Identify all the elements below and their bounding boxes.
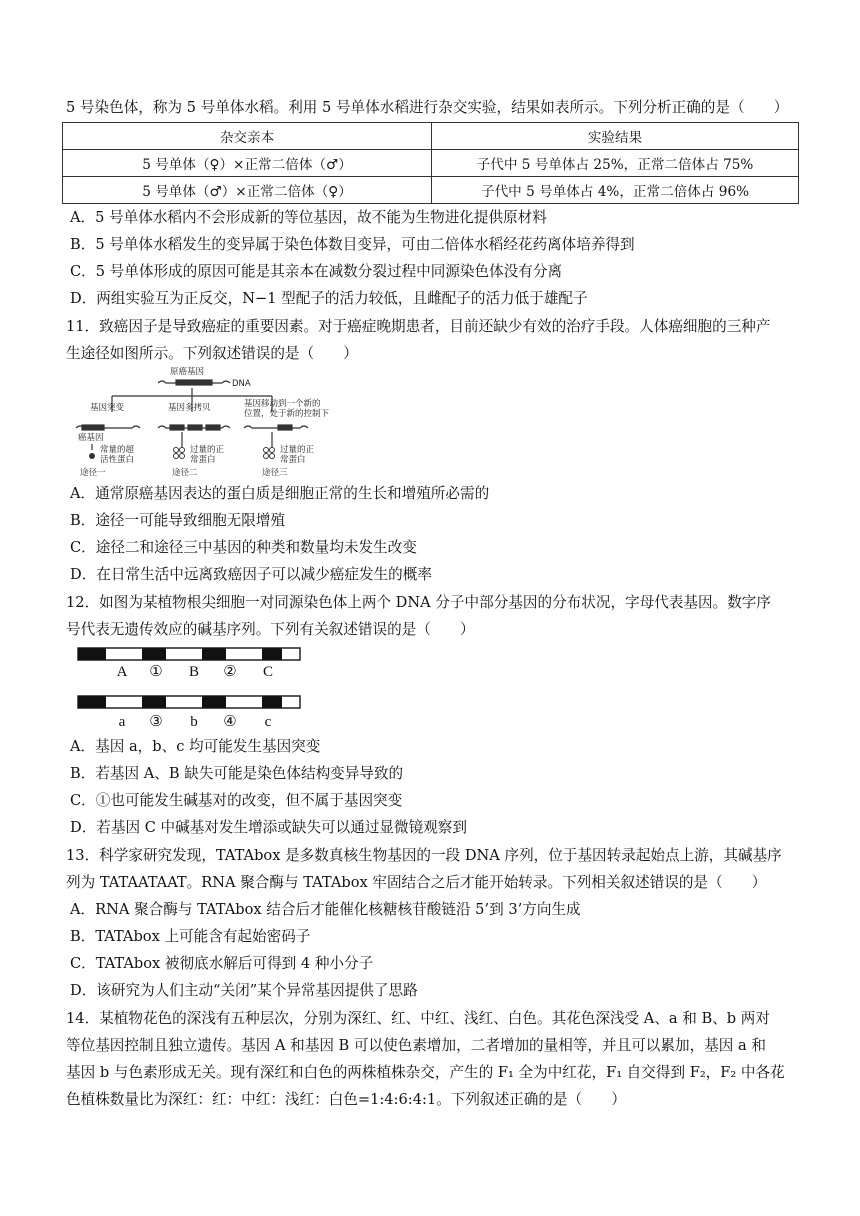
figure-label: 常蛋白 xyxy=(190,455,216,465)
q13-stem-line2: 列为 TATAATAAT。RNA 聚合酶与 TATAbox 牢固结合之后才能开始转录。下列相关叙述错误的是（ ） xyxy=(66,874,767,891)
gene-label: B xyxy=(188,664,200,680)
table-header-cell: 实验结果 xyxy=(432,123,799,150)
q10-table xyxy=(62,122,799,204)
q11-option-c: C．途径二和途径三中基因的种类和数量均未发生改变 xyxy=(70,539,417,556)
table-row xyxy=(63,177,799,204)
sequence-label: ④ xyxy=(223,714,237,730)
figure-label: 过量的正 xyxy=(190,445,225,455)
gene-label: b xyxy=(190,714,198,730)
table-header-row xyxy=(63,123,799,150)
q13-option-b: B．TATAbox 上可能含有起始密码子 xyxy=(70,928,311,945)
sequence-label: ② xyxy=(223,664,237,680)
q12-stem-line1: 12．如图为某植物根尖细胞一对同源染色体上两个 DNA 分子中部分基因的分布状况，字母代表基因。数字序 xyxy=(66,594,771,611)
figure-label: 途径一 xyxy=(80,468,106,478)
gene-label: c xyxy=(264,714,272,730)
q14-stem-line4: 色植株数量比为深红：红：中红：浅红：白色=1:4:6:4:1。下列叙述正确的是（ ） xyxy=(66,1091,626,1108)
q11-pathway-figure xyxy=(72,366,342,478)
gene-label: A xyxy=(116,664,128,680)
q10-option-d: D．两组实验互为正反交，N−1 型配子的活力较低，且雌配子的活力低于雄配子 xyxy=(70,290,588,307)
q11-stem-line2: 生途径如图所示。下列叙述错误的是（ ） xyxy=(66,345,358,362)
figure-label: 常量的超 xyxy=(100,445,135,455)
table-cell: 子代中 5 号单体占 25%，正常二倍体占 75% xyxy=(432,150,799,177)
figure-label: DNA xyxy=(232,379,251,389)
figure-label: 癌基因 xyxy=(78,433,104,443)
protein-dot-icon xyxy=(89,453,95,459)
figure-label: 原癌基因 xyxy=(170,367,205,377)
q13-option-c: C．TATAbox 被彻底水解后可得到 4 种小分子 xyxy=(70,955,374,972)
q12-dna-figure xyxy=(72,646,312,736)
q12-option-d: D．若基因 C 中碱基对发生增添或缺失可以通过显微镜观察到 xyxy=(70,819,467,836)
q12-stem-line2: 号代表无遗传效应的碱基序列。下列有关叙述错误的是（ ） xyxy=(66,621,475,638)
gene-label: C xyxy=(262,664,274,680)
table-cell: 5 号单体（♀）×正常二倍体（♂） xyxy=(63,150,432,177)
figure-label: 基因突变 xyxy=(90,403,125,413)
q13-stem-line1: 13．科学家研究发现，TATAbox 是多数真核生物基因的一段 DNA 序列，位于基因转录起始点上游，其碱基序 xyxy=(66,847,782,864)
table-cell: 子代中 5 号单体占 4%，正常二倍体占 96% xyxy=(432,177,799,204)
q11-option-b: B．途径一可能导致细胞无限增殖 xyxy=(70,512,286,529)
table-header-cell: 杂交亲本 xyxy=(63,123,432,150)
q14-stem-line1: 14．某植物花色的深浅有五种层次，分别为深红、红、中红、浅红、白色。其花色深浅受 A、a 和 B、b 两对 xyxy=(66,1010,770,1027)
table-row xyxy=(63,150,799,177)
figure-label: 途径三 xyxy=(262,468,288,478)
table-cell: 5 号单体（♂）×正常二倍体（♀） xyxy=(63,177,432,204)
figure-label: 过量的正 xyxy=(280,445,315,455)
q11-stem-line1: 11．致癌因子是导致癌症的重要因素。对于癌症晚期患者，目前还缺少有效的治疗手段。人体癌细胞的三种产 xyxy=(66,318,771,335)
q13-option-a: A．RNA 聚合酶与 TATAbox 结合后才能催化核糖核苷酸链沿 5’到 3’方向生成 xyxy=(70,901,581,918)
q13-option-d: D．该研究为人们主动“关闭”某个异常基因提供了思路 xyxy=(70,982,418,999)
q14-stem-line3: 基因 b 与色素形成无关。现有深红和白色的两株植株杂交，产生的 F₁ 全为中红花，F₁ 自交得到 F₂，F₂ 中各花 xyxy=(66,1064,785,1081)
q10-option-c: C．5 号单体形成的原因可能是其亲本在减数分裂过程中同源染色体没有分离 xyxy=(70,263,563,280)
figure-label: 活性蛋白 xyxy=(100,455,135,465)
q11-option-d: D．在日常生活中远离致癌因子可以减少癌症发生的概率 xyxy=(70,566,432,583)
q10-option-a: A．5 号单体水稻内不会形成新的等位基因，故不能为生物进化提供原材料 xyxy=(70,209,547,226)
q10-intro: 5 号染色体，称为 5 号单体水稻。利用 5 号单体水稻进行杂交实验，结果如表所示。下列分析正确的是（ ） xyxy=(66,99,789,116)
q10-option-b: B．5 号单体水稻发生的变异属于染色体数目变异，可由二倍体水稻经花药离体培养得到 xyxy=(70,236,635,253)
sequence-label: ③ xyxy=(149,714,163,730)
sequence-label: ① xyxy=(149,664,163,680)
figure-label: 基因移动到一个新的 xyxy=(244,399,321,409)
q12-option-b: B．若基因 A、B 缺失可能是染色体结构变异导致的 xyxy=(70,765,404,782)
q11-option-a: A．通常原癌基因表达的蛋白质是细胞正常的生长和增殖所必需的 xyxy=(70,485,490,502)
figure-label: 基因多拷贝 xyxy=(168,403,211,413)
q14-stem-line2: 等位基因控制且独立遗传。基因 A 和基因 B 可以使色素增加，二者增加的量相等，并且可以累加，基因 a 和 xyxy=(66,1037,766,1054)
figure-label: 位置，处于新的控制下 xyxy=(244,409,330,419)
figure-label: 途径二 xyxy=(172,468,198,478)
gene-label: a xyxy=(118,714,126,730)
figure-label: 常蛋白 xyxy=(280,455,306,465)
q12-option-a: A．基因 a，b、c 均可能发生基因突变 xyxy=(70,738,321,755)
q12-option-c: C．①也可能发生碱基对的改变，但不属于基因突变 xyxy=(70,792,403,809)
